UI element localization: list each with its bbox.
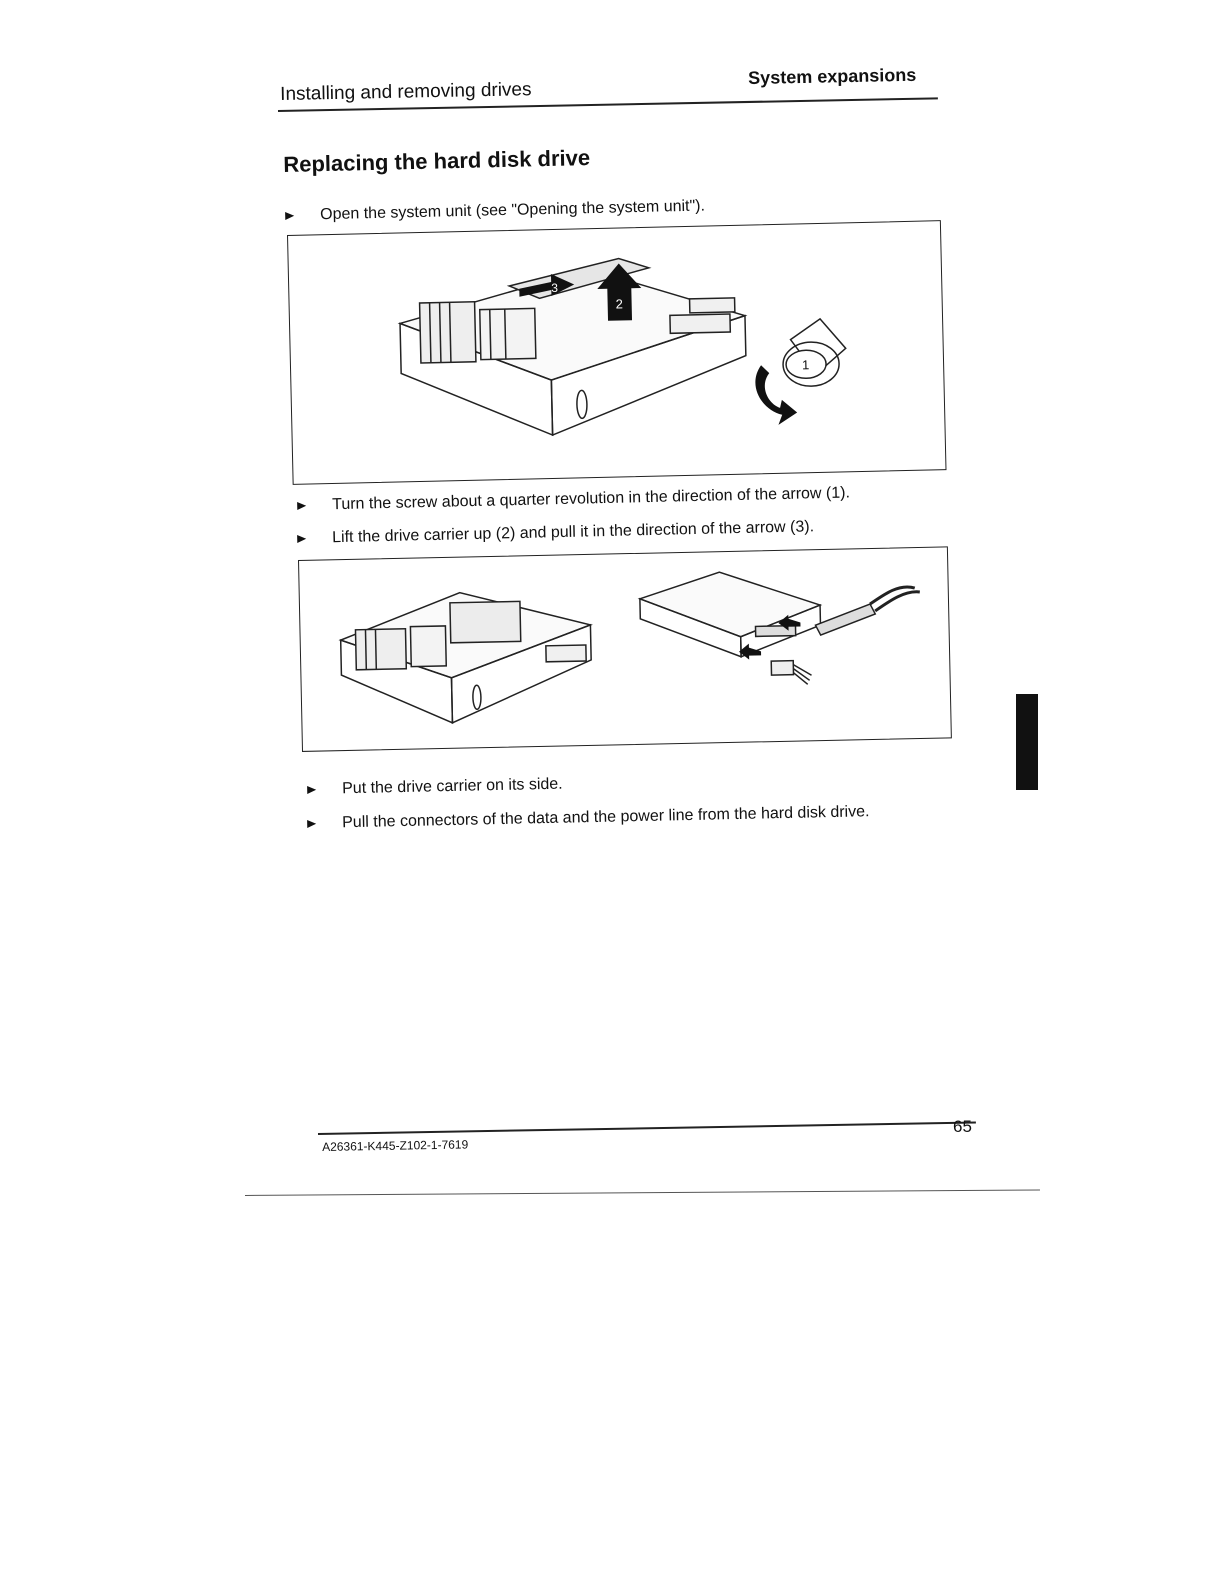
section-thumb-tab <box>1016 694 1038 790</box>
document-id: A26361-K445-Z102-1-7619 <box>322 1137 469 1154</box>
instruction-step <box>307 803 870 833</box>
bullet-arrow-icon <box>285 212 294 220</box>
instruction-step <box>285 197 705 225</box>
step-text: Turn the screw about a quarter revolution in the direction of the arrow (1). <box>331 484 851 514</box>
system-unit-illustration <box>288 221 945 484</box>
callout-3: 3 <box>551 280 559 296</box>
callout-1: 1 <box>801 357 810 373</box>
bullet-arrow-icon <box>307 786 316 794</box>
instruction-step <box>297 518 814 548</box>
callout-2: 2 <box>615 296 624 312</box>
page-edge-line <box>245 1189 1040 1196</box>
running-header-section: Installing and removing drives <box>280 79 532 105</box>
instruction-step <box>307 776 563 799</box>
page-number: 65 <box>953 1117 972 1136</box>
bullet-arrow-icon <box>307 820 316 828</box>
footer-rule <box>318 1122 976 1135</box>
figure-remove-drive-carrier <box>287 220 947 485</box>
step-text: Pull the connectors of the data and the power line from the hard disk drive. <box>341 803 870 832</box>
running-header-chapter: System expansions <box>748 64 917 88</box>
bullet-arrow-icon <box>297 502 306 510</box>
instruction-step <box>297 484 850 515</box>
figure-disconnect-cables <box>298 546 952 752</box>
bullet-arrow-icon <box>297 535 306 543</box>
step-text: Open the system unit (see "Opening the system unit"). <box>319 197 706 224</box>
drive-carrier-illustration <box>299 547 951 751</box>
step-text: Lift the drive carrier up (2) and pull it in the direction of the arrow (3). <box>331 518 815 547</box>
page-title: Replacing the hard disk drive <box>283 145 591 177</box>
step-text: Put the drive carrier on its side. <box>341 775 563 798</box>
